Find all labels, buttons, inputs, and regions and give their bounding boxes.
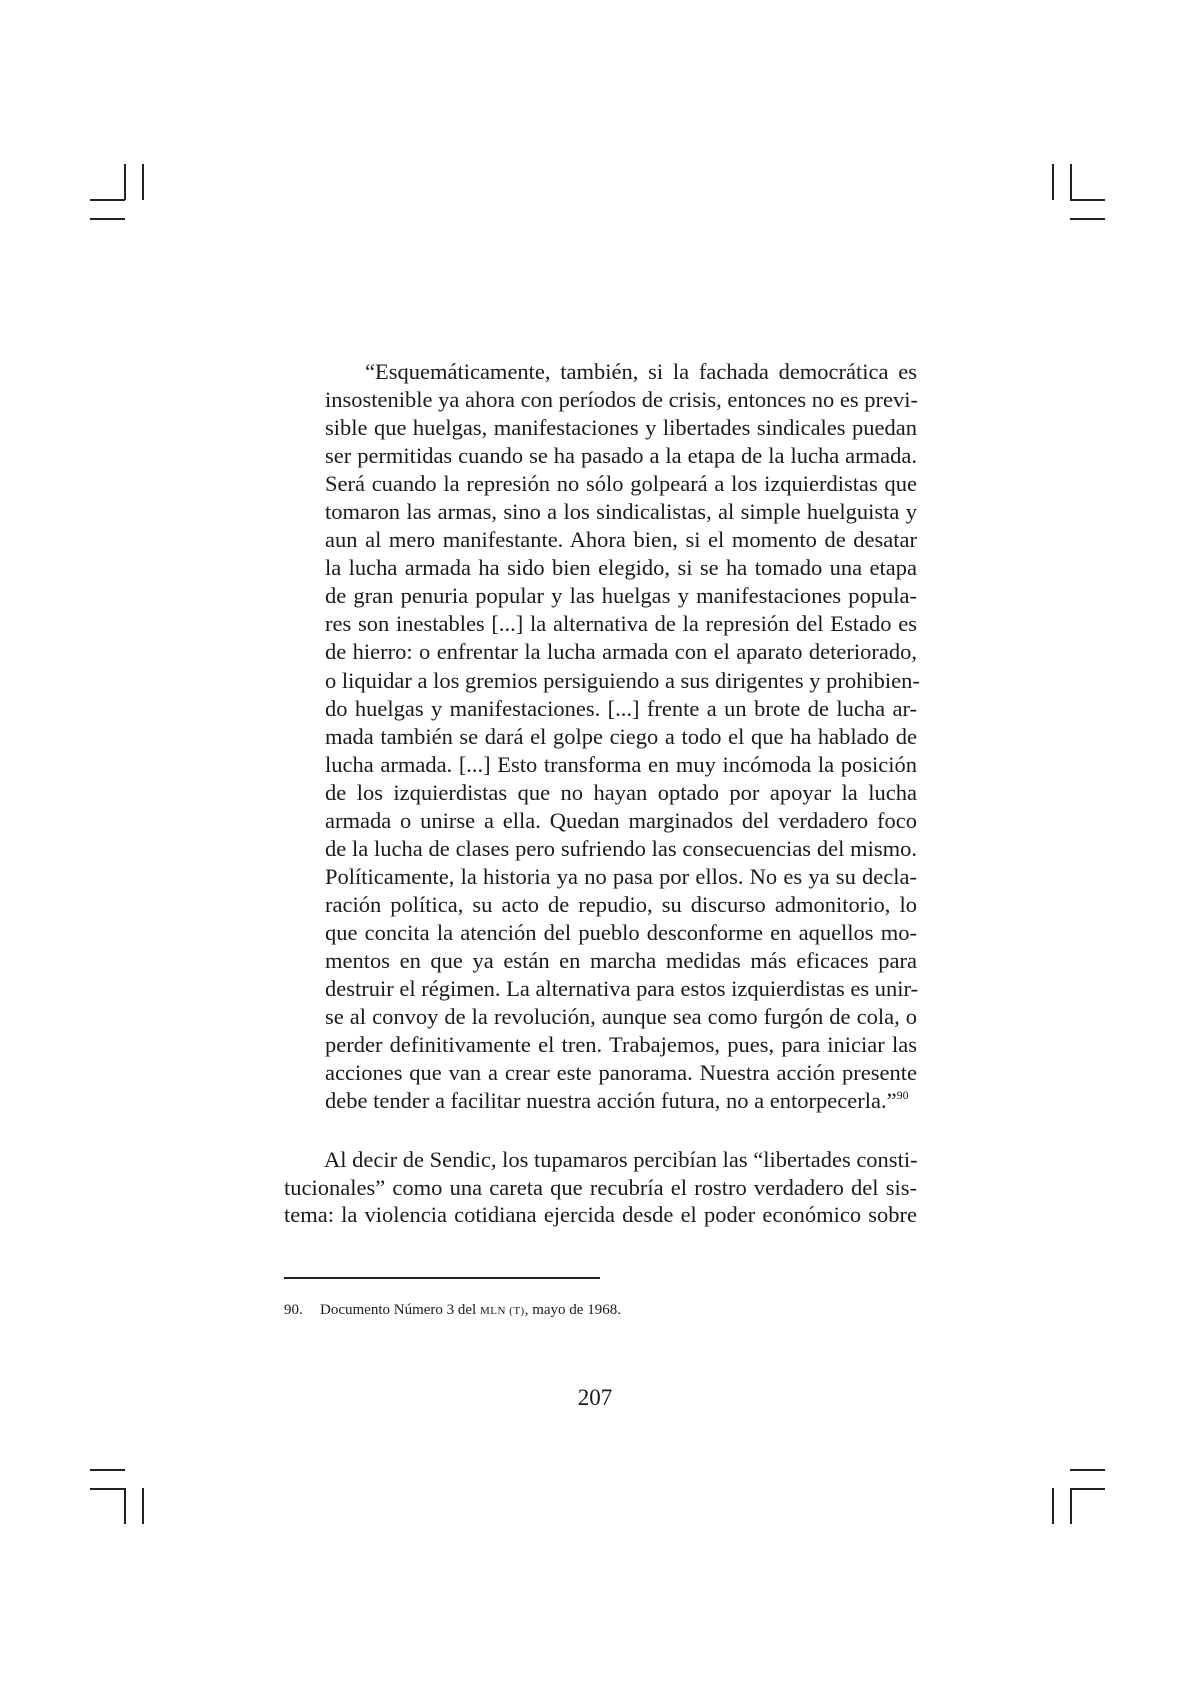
footnote-ref[interactable]: 90 xyxy=(896,1088,909,1103)
crop-mark xyxy=(124,1488,126,1524)
text-line: de hierro: o enfrentar la lucha armada con el aparato deteriorado, xyxy=(325,639,917,665)
crop-mark xyxy=(1070,218,1105,220)
text-line: de gran penuria popular y las huelgas y manifestaciones popula- xyxy=(325,583,917,609)
text-line: do huelgas y manifestaciones. [...] frente a un brote de lucha ar- xyxy=(325,695,917,721)
crop-mark xyxy=(1052,164,1054,200)
crop-mark xyxy=(90,199,125,201)
text-line: tomaron las armas, sino a los sindicalistas, al simple huelguista y xyxy=(325,499,917,525)
footnote-number: 90. xyxy=(284,1302,303,1318)
text-line: de la lucha de clases pero sufriendo las consecuencias del mismo. xyxy=(325,835,917,861)
crop-mark xyxy=(1070,1488,1072,1524)
text-line: mada también se dará el golpe ciego a todo el que ha hablado de xyxy=(325,723,917,749)
crop-mark xyxy=(1070,1469,1105,1471)
footnote-rule xyxy=(284,1277,600,1279)
text-line: que concita la atención del pueblo desconforme en aquellos mo- xyxy=(325,919,917,945)
text-line: ser permitidas cuando se ha pasado a la etapa de la lucha armada. xyxy=(325,443,917,469)
text-line: se al convoy de la revolución, aunque sea como furgón de cola, o xyxy=(325,1004,917,1030)
text-line: la lucha armada ha sido bien elegido, si se ha tomado una etapa xyxy=(325,555,917,581)
text-line: res son inestables [...] la alternativa de la represión del Estado es xyxy=(325,611,917,637)
crop-mark xyxy=(1070,199,1105,201)
page-number: 207 xyxy=(577,1385,613,1410)
text-line: de los izquierdistas que no hayan optado por apoyar la lucha xyxy=(325,779,917,805)
crop-mark xyxy=(90,1469,125,1471)
text-line: aun al mero manifestante. Ahora bien, si el momento de desatar xyxy=(325,527,917,553)
text-line: ración política, su acto de repudio, su discurso admonitorio, lo xyxy=(325,891,917,917)
footnote-smallcaps: MLN (T) xyxy=(479,1305,525,1317)
body-paragraph xyxy=(284,1146,917,1229)
text-line: debe tender a facilitar nuestra acción futura, no a entorpecerla.”$^{90}$ xyxy=(325,1088,909,1114)
footnote-text-end: , mayo de 1968. xyxy=(524,1302,621,1318)
block-quote xyxy=(325,358,920,1115)
text-line: tema: la violencia cotidiana ejercida desde el poder económico sobre xyxy=(284,1202,917,1227)
text-line: Al decir de Sendic, los tupamaros percibían las “libertades consti- xyxy=(324,1147,918,1172)
crop-mark xyxy=(90,218,125,220)
crop-mark xyxy=(124,164,126,200)
footnote xyxy=(284,1300,621,1321)
text-line: Será cuando la represión no sólo golpeará a los izquierdistas que xyxy=(325,471,917,497)
crop-mark xyxy=(1070,164,1072,200)
text-line: armada o unirse a ella. Quedan marginados del verdadero foco xyxy=(325,807,917,833)
text-line: tucionales” como una careta que recubría el rostro verdadero del sis- xyxy=(284,1174,917,1200)
text-line: acciones que van a crear este panorama. Nuestra acción presente xyxy=(325,1060,917,1086)
crop-mark xyxy=(90,1488,125,1490)
crop-mark xyxy=(1070,1488,1105,1490)
footnote-text: Documento Número 3 del xyxy=(320,1302,480,1318)
crop-mark xyxy=(142,164,144,200)
crop-mark xyxy=(1052,1488,1054,1524)
crop-mark xyxy=(142,1488,144,1524)
text-line: Políticamente, la historia ya no pasa por ellos. No es ya su decla- xyxy=(325,863,917,889)
text-line: o liquidar a los gremios persiguiendo a sus dirigentes y prohibien- xyxy=(325,667,920,693)
text-line: mentos en que ya están en marcha medidas más eficaces para xyxy=(325,947,917,973)
text-line: destruir el régimen. La alternativa para estos izquierdistas es unir- xyxy=(325,976,919,1002)
text-line: “Esquemáticamente, también, si la fachada democrática es xyxy=(365,359,917,384)
text-line: perder definitivamente el tren. Trabajemos, pues, para iniciar las xyxy=(325,1032,917,1058)
text-line: insostenible ya ahora con períodos de crisis, entonces no es previ- xyxy=(325,387,918,413)
text-line: sible que huelgas, manifestaciones y libertades sindicales puedan xyxy=(325,415,917,441)
text-line: lucha armada. [...] Esto transforma en muy incómoda la posición xyxy=(325,751,917,777)
